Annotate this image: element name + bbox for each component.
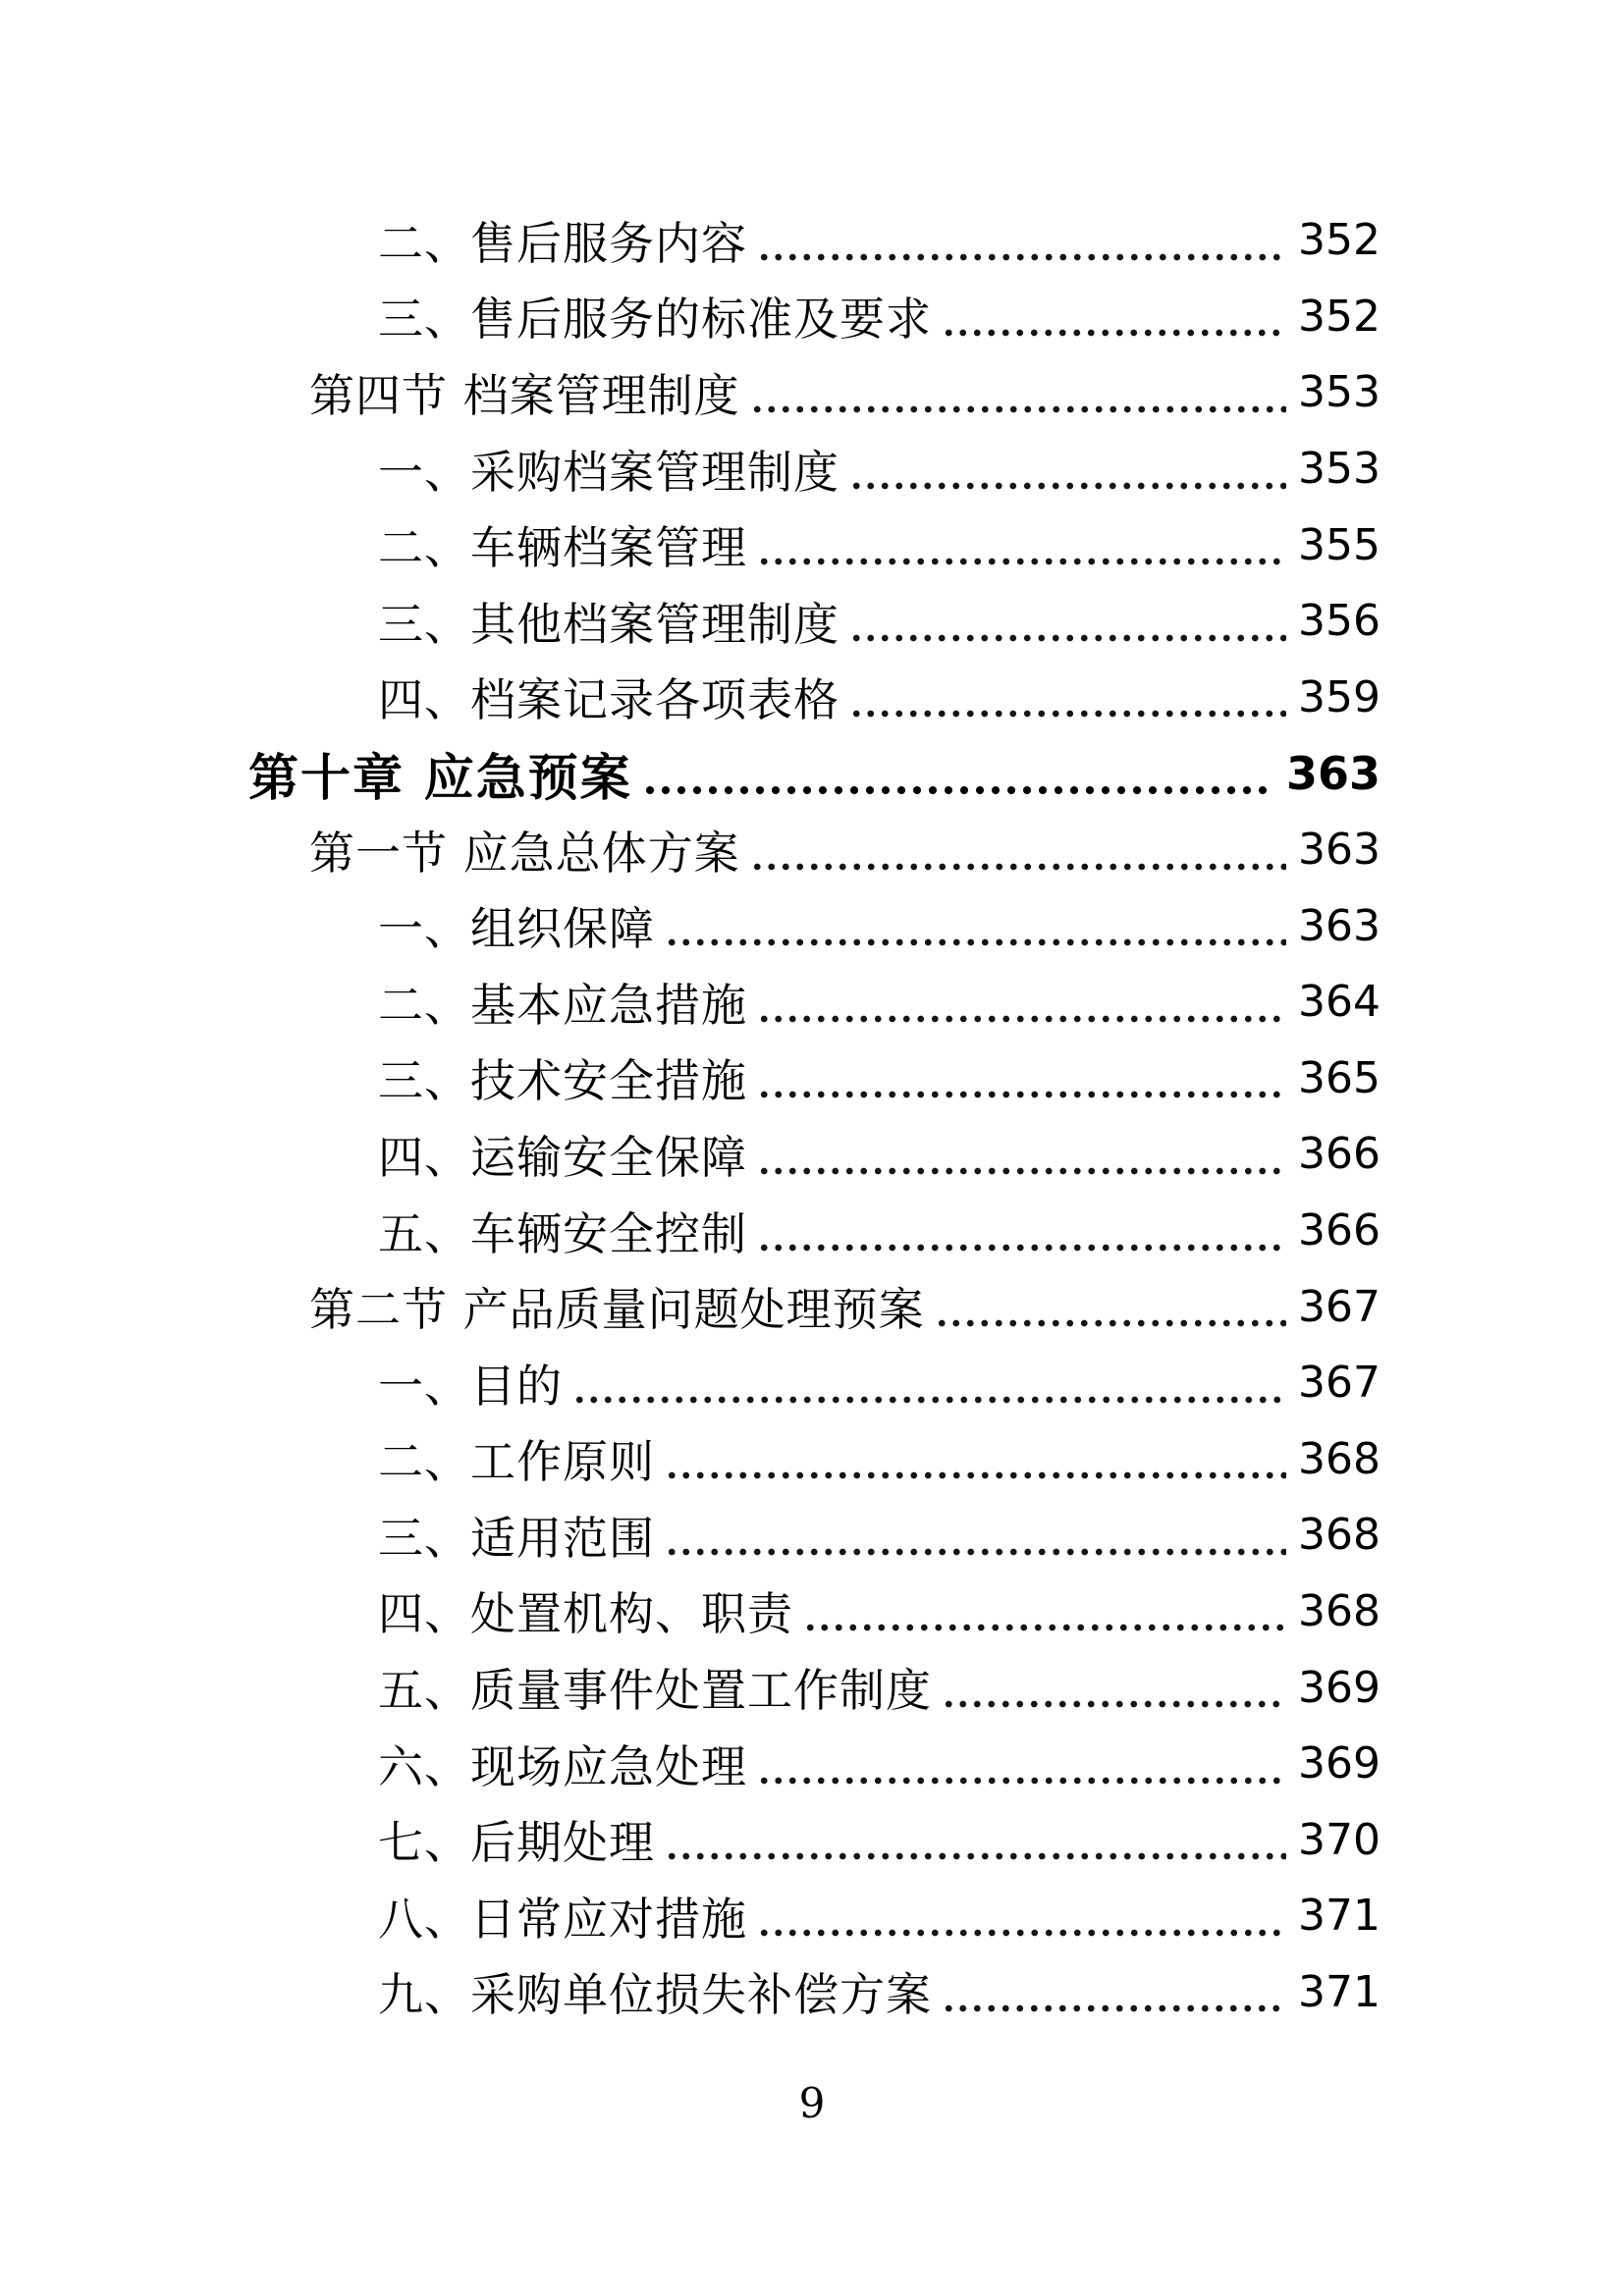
toc-entry[interactable] bbox=[248, 812, 1380, 888]
toc-entry-label: 六、现场应急处理 bbox=[378, 1739, 747, 1793]
toc-entry-page-number: 368 bbox=[1298, 1510, 1380, 1561]
toc-entry[interactable] bbox=[248, 1574, 1380, 1650]
toc-leader-dots bbox=[942, 1649, 1286, 1726]
toc-leader-dots bbox=[572, 1345, 1286, 1421]
toc-entry-page-number: 371 bbox=[1298, 1891, 1380, 1942]
toc-entry[interactable] bbox=[248, 1878, 1380, 1954]
toc-leader-dots bbox=[849, 431, 1286, 507]
toc-entry[interactable] bbox=[248, 507, 1380, 583]
toc-leader-dots bbox=[757, 507, 1286, 583]
toc-entry-label: 第一节 应急总体方案 bbox=[309, 826, 740, 880]
toc-list bbox=[248, 202, 1380, 2030]
toc-entry-label: 四、档案记录各项表格 bbox=[378, 673, 839, 727]
toc-entry-page-number: 365 bbox=[1298, 1052, 1380, 1103]
toc-entry-page-number: 366 bbox=[1298, 1129, 1380, 1180]
toc-entry-page-number: 356 bbox=[1298, 596, 1380, 647]
toc-entry-label: 七、后期处理 bbox=[378, 1816, 655, 1870]
toc-entry-label: 二、售后服务内容 bbox=[378, 216, 747, 270]
toc-leader-dots bbox=[803, 1574, 1286, 1650]
toc-entry[interactable] bbox=[248, 1801, 1380, 1878]
toc-leader-dots bbox=[849, 583, 1286, 660]
toc-entry-page-number: 352 bbox=[1298, 215, 1380, 266]
toc-entry-label: 一、采购档案管理制度 bbox=[378, 445, 839, 499]
toc-entry[interactable] bbox=[248, 583, 1380, 660]
toc-leader-dots bbox=[665, 1801, 1286, 1878]
toc-entry-page-number: 353 bbox=[1298, 367, 1380, 418]
toc-entry-page-number: 370 bbox=[1298, 1814, 1380, 1865]
toc-entry-page-number: 359 bbox=[1298, 671, 1380, 722]
toc-entry-label: 四、处置机构、职责 bbox=[378, 1587, 793, 1641]
toc-entry[interactable] bbox=[248, 431, 1380, 507]
toc-entry[interactable] bbox=[248, 660, 1380, 736]
toc-leader-dots bbox=[665, 887, 1286, 964]
toc-leader-dots bbox=[757, 1193, 1286, 1269]
toc-entry[interactable] bbox=[248, 1649, 1380, 1726]
toc-entry-page-number: 366 bbox=[1298, 1205, 1380, 1256]
toc-entry-label: 三、其他档案管理制度 bbox=[378, 597, 839, 651]
toc-entry-label: 五、车辆安全控制 bbox=[378, 1206, 747, 1260]
toc-leader-dots bbox=[757, 1878, 1286, 1954]
toc-entry-label: 二、车辆档案管理 bbox=[378, 521, 747, 575]
toc-entry-label: 第四节 档案管理制度 bbox=[309, 368, 740, 422]
toc-entry-page-number: 363 bbox=[1298, 900, 1380, 951]
toc-entry-page-number: 363 bbox=[1298, 825, 1380, 876]
toc-entry[interactable] bbox=[248, 1954, 1380, 2031]
toc-entry-page-number: 363 bbox=[1285, 746, 1380, 800]
toc-leader-dots bbox=[757, 1041, 1286, 1117]
toc-entry[interactable] bbox=[248, 1116, 1380, 1193]
toc-entry[interactable] bbox=[248, 1193, 1380, 1269]
toc-entry[interactable] bbox=[248, 735, 1380, 812]
toc-entry-page-number: 371 bbox=[1298, 1966, 1380, 2017]
toc-entry[interactable] bbox=[248, 1345, 1380, 1421]
toc-entry-label: 三、技术安全措施 bbox=[378, 1054, 747, 1108]
toc-entry[interactable] bbox=[248, 887, 1380, 964]
toc-leader-dots bbox=[750, 354, 1286, 431]
toc-leader-dots bbox=[942, 279, 1286, 355]
toc-entry-page-number: 352 bbox=[1298, 291, 1380, 342]
toc-entry[interactable] bbox=[248, 354, 1380, 431]
toc-entry-label: 第十章 应急预案 bbox=[248, 748, 632, 808]
toc-entry-page-number: 355 bbox=[1298, 519, 1380, 570]
toc-leader-dots bbox=[757, 202, 1286, 279]
toc-entry-label: 一、组织保障 bbox=[378, 902, 655, 956]
toc-leader-dots bbox=[750, 812, 1286, 888]
toc-leader-dots bbox=[935, 1268, 1286, 1345]
toc-leader-dots bbox=[665, 1421, 1286, 1498]
toc-entry-page-number: 364 bbox=[1298, 977, 1380, 1028]
toc-leader-dots bbox=[757, 1116, 1286, 1193]
toc-leader-dots bbox=[849, 660, 1286, 736]
toc-leader-dots bbox=[757, 964, 1286, 1041]
toc-entry-page-number: 368 bbox=[1298, 1433, 1380, 1484]
toc-entry[interactable] bbox=[248, 1726, 1380, 1802]
toc-entry[interactable] bbox=[248, 1497, 1380, 1574]
toc-entry-label: 一、目的 bbox=[378, 1359, 563, 1413]
toc-entry[interactable] bbox=[248, 202, 1380, 279]
toc-entry-label: 二、工作原则 bbox=[378, 1435, 655, 1489]
toc-entry-label: 八、日常应对措施 bbox=[378, 1892, 747, 1946]
toc-entry-label: 三、售后服务的标准及要求 bbox=[378, 293, 932, 347]
toc-entry[interactable] bbox=[248, 1041, 1380, 1117]
toc-leader-dots bbox=[665, 1497, 1286, 1574]
page-number-footer: 9 bbox=[798, 2079, 826, 2127]
toc-entry[interactable] bbox=[248, 279, 1380, 355]
toc-leader-dots bbox=[757, 1726, 1286, 1802]
toc-entry-label: 四、运输安全保障 bbox=[378, 1130, 747, 1184]
toc-entry[interactable] bbox=[248, 1421, 1380, 1498]
toc-entry-page-number: 369 bbox=[1298, 1738, 1380, 1789]
toc-entry[interactable] bbox=[248, 964, 1380, 1041]
toc-entry-label: 五、质量事件处置工作制度 bbox=[378, 1664, 932, 1718]
toc-entry[interactable] bbox=[248, 1268, 1380, 1345]
toc-entry-label: 二、基本应急措施 bbox=[378, 978, 747, 1032]
toc-leader-dots bbox=[942, 1954, 1286, 2031]
toc-entry-label: 第二节 产品质量问题处理预案 bbox=[309, 1283, 925, 1337]
toc-entry-label: 三、适用范围 bbox=[378, 1511, 655, 1565]
toc-entry-page-number: 368 bbox=[1298, 1585, 1380, 1636]
toc-entry-page-number: 367 bbox=[1298, 1358, 1380, 1409]
toc-entry-label: 九、采购单位损失补偿方案 bbox=[378, 1968, 932, 2022]
toc-entry-page-number: 369 bbox=[1298, 1662, 1380, 1713]
toc-entry-page-number: 353 bbox=[1298, 444, 1380, 495]
toc-leader-dots bbox=[642, 735, 1274, 812]
toc-entry-page-number: 367 bbox=[1298, 1281, 1380, 1332]
